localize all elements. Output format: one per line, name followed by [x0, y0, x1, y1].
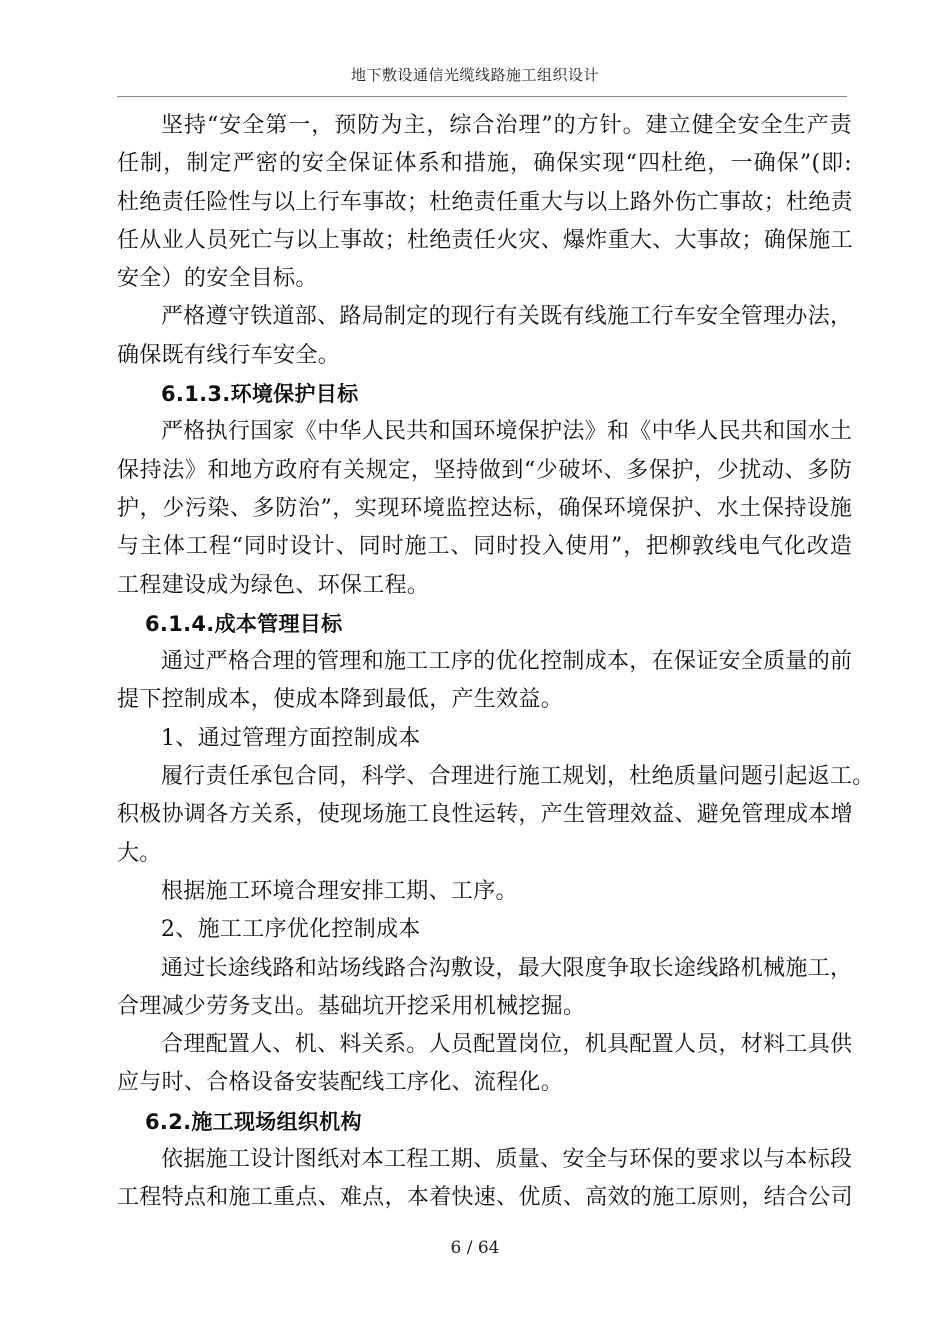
paragraph-line: 与主体工程“同时设计、同时施工、同时投入使用”，把柳敦线电气化改造: [117, 534, 852, 560]
paragraph-line: 安全）的安全目标。: [117, 266, 318, 292]
paragraph-line: 保持法》和地方政府有关规定，坚持做到“少破坏、多保护，少扰动、多防: [117, 457, 852, 483]
paragraph-line: 合理配置人、机、料关系。人员配置岗位，机具配置人员，材料工具供: [161, 1032, 853, 1058]
paragraph-line: 依据施工设计图纸对本工程工期、质量、安全与环保的要求以与本标段: [161, 1147, 853, 1173]
paragraph-line: 应与时、合格设备安装配线工序化、流程化。: [117, 1070, 564, 1096]
paragraph-line: 任从业人员死亡与以上事故；杜绝责任火灾、爆炸重大、大事故；确保施工: [117, 227, 853, 253]
section-heading-6-1-3: 6.1.3.环境保护目标: [161, 382, 359, 407]
paragraph-line: 严格执行国家《中华人民共和国环境保护法》和《中华人民共和国水土: [161, 419, 853, 445]
paragraph-line: 提下控制成本，使成本降到最低，产生效益。: [117, 687, 564, 713]
paragraph-line: 坚持“安全第一，预防为主，综合治理”的方针。建立健全安全生产责: [161, 113, 852, 138]
paragraph-line: 任制，制定严密的安全保证体系和措施，确保实现“四杜绝，一确保”(即:: [117, 151, 852, 177]
paragraph-line: 工程特点和施工重点、难点，本着快速、优质、高效的施工原则，结合公司: [117, 1185, 853, 1211]
paragraph-line: 根据施工环境合理安排工期、工序。: [161, 878, 518, 904]
paragraph-line: 护，少污染、多防治”，实现环境监控达标，确保环境保护、水土保持设施: [117, 495, 852, 521]
paragraph-line: 工程建设成为绿色、环保工程。: [117, 572, 430, 598]
paragraph-line: 积极协调各方关系，使现场施工良性运转，产生管理效益、避免管理成本增: [117, 802, 853, 828]
section-heading-6-2: 6.2.施工现场组织机构: [145, 1109, 362, 1134]
paragraph-line: 合理减少劳务支出。基础坑开挖采用机械挖掘。: [117, 993, 586, 1019]
paragraph-line: 大。: [117, 840, 162, 866]
paragraph-line: 通过长途线路和站场线路合沟敷设，最大限度争取长途线路机械施工，: [161, 955, 853, 981]
document-body: [117, 107, 875, 1218]
page-header: 地下敷设通信光缆线路施工组织设计: [350, 66, 599, 84]
paragraph-line: 确保既有线行车安全。: [117, 342, 341, 368]
paragraph-line: 履行责任承包合同，科学、合理进行施工规划，杜绝质量问题引起返工。: [161, 764, 875, 790]
paragraph-line: 严格遵守铁道部、路局制定的现行有关既有线施工行车安全管理办法，: [161, 304, 853, 330]
section-heading-6-1-4: 6.1.4.成本管理目标: [145, 611, 343, 636]
page-number: 6 / 64: [450, 1238, 500, 1258]
paragraph-line: 杜绝责任险性与以上行车事故；杜绝责任重大与以上路外伤亡事故；杜绝责: [117, 189, 853, 215]
list-heading-1: 1、通过管理方面控制成本: [161, 725, 421, 751]
paragraph-line: 通过严格合理的管理和施工工序的优化控制成本，在保证安全质量的前: [161, 649, 853, 675]
list-heading-2: 2、施工工序优化控制成本: [161, 917, 421, 943]
header-divider: [117, 96, 847, 97]
